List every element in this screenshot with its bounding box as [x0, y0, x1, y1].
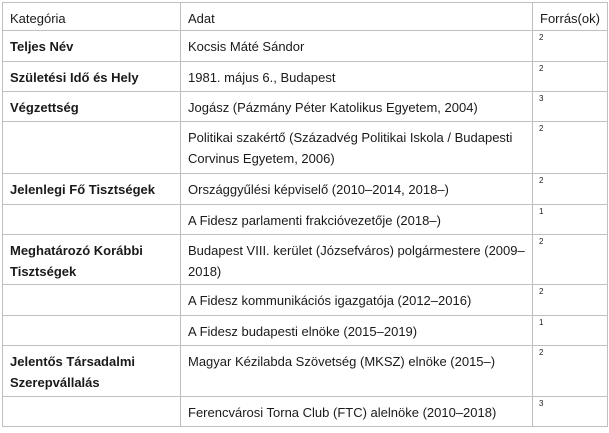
row-source: [533, 397, 608, 427]
source-ref: 3: [539, 399, 544, 408]
table-row: [3, 122, 608, 174]
row-source: [533, 174, 608, 205]
table-row: [3, 205, 608, 235]
row-data: Jogász (Pázmány Péter Katolikus Egyetem, 2004): [181, 92, 533, 122]
row-source: [533, 316, 608, 346]
header-row: [3, 3, 608, 31]
header-sources: Forrás(ok): [533, 3, 608, 31]
row-source: [533, 122, 608, 174]
row-source: [533, 31, 608, 62]
source-ref: 2: [539, 64, 544, 73]
table-row: [3, 235, 608, 285]
table-row: [3, 31, 608, 62]
table-row: [3, 174, 608, 205]
row-data: A Fidesz kommunikációs igazgatója (2012–2016): [181, 285, 533, 316]
row-source: [533, 285, 608, 316]
row-data: 1981. május 6., Budapest: [181, 62, 533, 92]
row-category: [3, 316, 181, 346]
row-category: [3, 122, 181, 174]
header-category: Kategória: [3, 3, 181, 31]
table-row: [3, 397, 608, 427]
row-category: Jelentős Társadalmi Szerepvállalás: [3, 346, 181, 397]
row-data: Országgyűlési képviselő (2010–2014, 2018–): [181, 174, 533, 205]
row-data: Budapest VIII. kerület (Józsefváros) polgármestere (2009–2018): [181, 235, 533, 285]
table-row: [3, 92, 608, 122]
row-source: [533, 205, 608, 235]
row-data: Kocsis Máté Sándor: [181, 31, 533, 62]
source-ref: 2: [539, 176, 544, 185]
row-category: [3, 205, 181, 235]
row-source: [533, 62, 608, 92]
table-row: [3, 316, 608, 346]
row-source: [533, 346, 608, 397]
row-category: Meghatározó Korábbi Tisztségek: [3, 235, 181, 285]
row-data: A Fidesz parlamenti frakcióvezetője (2018–): [181, 205, 533, 235]
row-source: [533, 92, 608, 122]
source-ref: 2: [539, 287, 544, 296]
row-category: Teljes Név: [3, 31, 181, 62]
row-category: [3, 285, 181, 316]
source-ref: 2: [539, 348, 544, 357]
source-ref: 3: [539, 94, 544, 103]
row-data: Ferencvárosi Torna Club (FTC) alelnöke (2010–2018): [181, 397, 533, 427]
row-data: Politikai szakértő (Századvég Politikai Iskola / Budapesti Corvinus Egyetem, 2006): [181, 122, 533, 174]
source-ref: 1: [539, 318, 544, 327]
row-source: [533, 235, 608, 285]
row-category: Végzettség: [3, 92, 181, 122]
row-data: A Fidesz budapesti elnöke (2015–2019): [181, 316, 533, 346]
row-category: [3, 397, 181, 427]
source-ref: 2: [539, 237, 544, 246]
table-row: [3, 62, 608, 92]
table-row: [3, 285, 608, 316]
row-category: Jelenlegi Fő Tisztségek: [3, 174, 181, 205]
table-row: [3, 346, 608, 397]
header-data: Adat: [181, 3, 533, 31]
source-ref: 2: [539, 124, 544, 133]
biography-table: [2, 2, 608, 427]
row-category: Születési Idő és Hely: [3, 62, 181, 92]
row-data: Magyar Kézilabda Szövetség (MKSZ) elnöke (2015–): [181, 346, 533, 397]
source-ref: 1: [539, 207, 544, 216]
source-ref: 2: [539, 33, 544, 42]
